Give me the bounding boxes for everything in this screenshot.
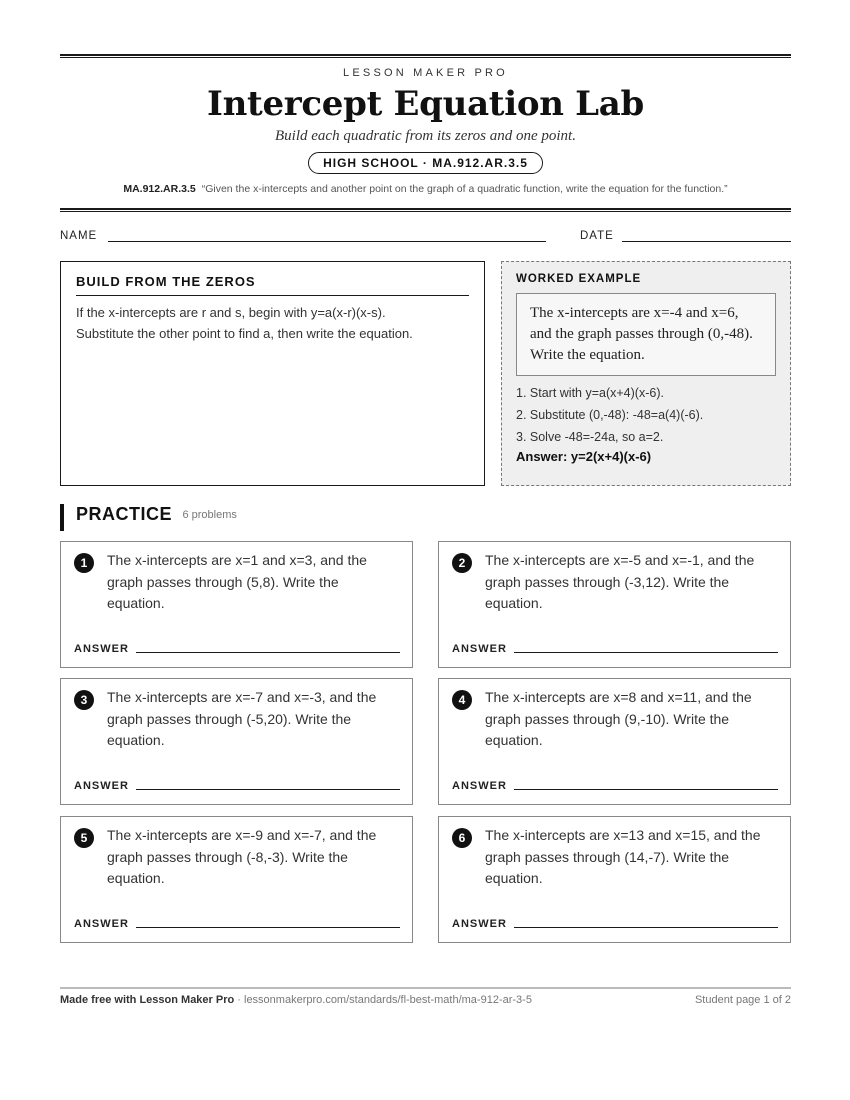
problem-text: The x-intercepts are x=-9 and x=-7, and the graph passes through (-8,-3). Write the equation. — [107, 827, 377, 886]
footer-made-with: Made free with Lesson Maker Pro — [60, 994, 235, 1006]
footer-page-number: Student page 1 of 2 — [694, 994, 791, 1006]
page-title: Intercept Equation Lab — [207, 84, 644, 124]
answer-field[interactable] — [136, 789, 400, 790]
answer-field[interactable] — [136, 927, 400, 928]
answer-field[interactable] — [514, 652, 778, 653]
build-line-2: Substitute the other point to find a, then write the equation. — [76, 326, 413, 341]
problem-number: 4 — [452, 690, 472, 710]
answer-label: ANSWER — [452, 780, 507, 792]
problem-text: The x-intercepts are x=1 and x=3, and the graph passes through (5,8). Write the equation. — [107, 552, 367, 611]
answer-label: ANSWER — [74, 780, 129, 792]
standard-text: “Given the x-intercepts and another point on the graph of a quadratic function, write the equation for the function.” — [201, 183, 728, 195]
problem-text: The x-intercepts are x=13 and x=15, and the graph passes through (14,-7). Write the equation. — [485, 827, 761, 886]
answer-label: ANSWER — [74, 918, 129, 930]
build-line-1: If the x-intercepts are r and s, begin with y=a(x-r)(x-s). — [76, 305, 386, 320]
problem-number: 6 — [452, 828, 472, 848]
name-label: NAME — [60, 230, 98, 242]
footer-separator: · — [234, 994, 244, 1006]
worked-example-box — [501, 261, 791, 486]
example-step: 1. Start with y=a(x+4)(x-6). — [516, 386, 664, 400]
date-field[interactable] — [622, 241, 791, 242]
problem-text: The x-intercepts are x=-7 and x=-3, and the graph passes through (-5,20). Write the equation. — [107, 689, 377, 748]
problem-card-4 — [438, 678, 791, 805]
problem-card-1 — [60, 541, 413, 668]
answer-field[interactable] — [136, 652, 400, 653]
standard-code: MA.912.AR.3.5 — [123, 183, 196, 195]
example-title: WORKED EXAMPLE — [516, 273, 642, 285]
practice-heading — [60, 504, 237, 531]
problem-card-2 — [438, 541, 791, 668]
problem-text: The x-intercepts are x=-5 and x=-1, and the graph passes through (-3,12). Write the equation. — [485, 552, 755, 611]
practice-title: PRACTICE — [76, 504, 173, 524]
answer-label: ANSWER — [452, 918, 507, 930]
footer-rule — [60, 987, 791, 989]
practice-count: 6 problems — [182, 508, 237, 521]
answer-field[interactable] — [514, 927, 778, 928]
standard-description — [60, 183, 791, 195]
problem-number: 2 — [452, 553, 472, 573]
answer-label: ANSWER — [452, 643, 507, 655]
footer-url[interactable]: lessonmakerpro.com/standards/fl-best-math/ma-912-ar-3-5 — [244, 994, 532, 1006]
header-bottom-rule — [60, 208, 791, 212]
build-from-zeros-box — [60, 261, 485, 486]
grade-standard-badge: HIGH SCHOOL · MA.912.AR.3.5 — [308, 152, 543, 174]
example-steps — [516, 382, 776, 448]
problem-number: 1 — [74, 553, 94, 573]
answer-field[interactable] — [514, 789, 778, 790]
name-field[interactable] — [108, 241, 546, 242]
example-step: 3. Solve -48=-24a, so a=2. — [516, 430, 664, 444]
example-step: 2. Substitute (0,-48): -48=a(4)(-6). — [516, 408, 704, 422]
brand-label: LESSON MAKER PRO — [343, 67, 508, 79]
example-answer: Answer: y=2(x+4)(x-6) — [516, 449, 652, 464]
problem-number: 3 — [74, 690, 94, 710]
problem-text: The x-intercepts are x=8 and x=11, and the graph passes through (9,-10). Write the equation. — [485, 689, 752, 748]
build-text — [76, 302, 469, 344]
example-problem: The x-intercepts are x=-4 and x=6, and the graph passes through (0,-48). Write the equation. — [516, 293, 776, 376]
name-date-row — [60, 230, 791, 246]
problem-card-5 — [60, 816, 413, 943]
problem-card-6 — [438, 816, 791, 943]
problem-card-3 — [60, 678, 413, 805]
answer-label: ANSWER — [74, 643, 129, 655]
date-label: DATE — [580, 230, 614, 242]
problem-number: 5 — [74, 828, 94, 848]
build-title: BUILD FROM THE ZEROS — [76, 274, 469, 296]
header-top-rule — [60, 54, 791, 58]
footer — [60, 994, 791, 1006]
page-subtitle: Build each quadratic from its zeros and one point. — [275, 128, 576, 144]
